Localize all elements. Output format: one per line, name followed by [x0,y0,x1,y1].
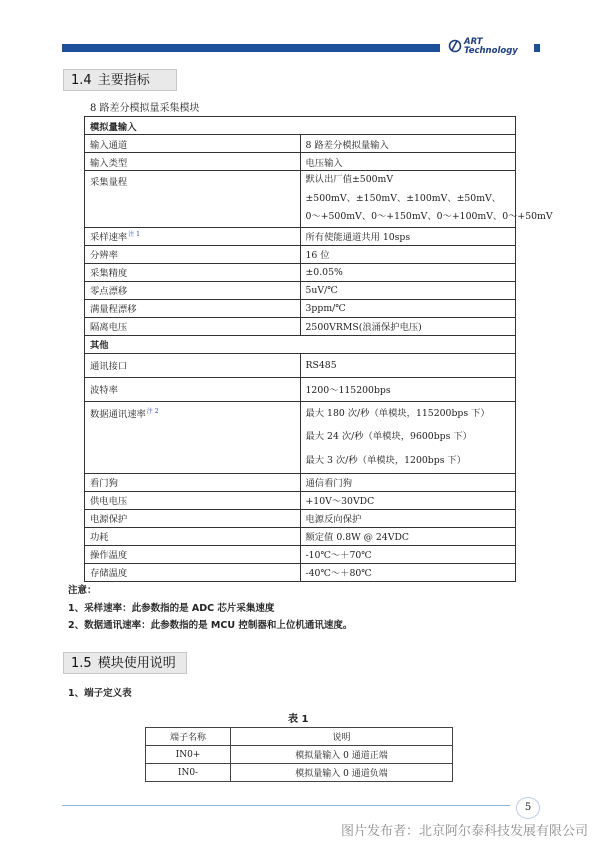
page-number: 5 [516,797,540,819]
analog-input-header: 模拟量输入 [85,117,516,135]
table-row [85,299,516,317]
footnote-ref: 注 1 [128,231,140,238]
table-row [85,227,516,245]
row-label: 波特率 [85,377,301,401]
table-row [85,353,516,377]
table-row [85,509,516,527]
pin-name: IN0+ [146,746,231,764]
row-label: 通讯接口 [85,353,301,377]
section-heading-1-5 [63,652,187,674]
publisher-watermark: 图片发布者：北京阿尔泰科技发展有限公司 [340,824,588,839]
rate-line: 最大 24 次/秒（单模块，9600bps 下） [305,431,472,443]
footnote-ref: 注 2 [146,407,159,415]
header-bar [62,44,440,52]
section-heading-1-4 [63,69,177,91]
section-number: 1.4 [71,73,92,88]
row-label: 功耗 [85,527,301,545]
section-number: 1.5 [71,656,92,671]
row-value: 8 路差分模拟量输入 [300,135,516,153]
table-row [146,764,453,782]
range-line: 0～+500mV、0～+150mV、0～+100mV、0～+50mV [305,211,553,222]
footer-line [62,805,510,806]
table-header-row [146,728,453,746]
section-title: 模块使用说明 [97,656,176,671]
row-value: 1200～115200bps [300,377,516,401]
other-header: 其他 [85,335,516,353]
table-row [85,377,516,401]
table-section-header [85,117,516,135]
row-label [85,227,301,245]
table-row [85,153,516,171]
logo-text-line2: Technology [464,46,518,56]
label-text: 数据通讯速率 [90,408,146,420]
table-row [85,171,516,228]
row-label [85,401,301,473]
note-item: 1、采样速率：此参数指的是 ADC 芯片采集速度 [68,603,275,614]
column-header: 说明 [231,728,453,746]
rate-line: 最大 3 次/秒（单模块，1200bps 下） [305,454,467,466]
table-row [85,527,516,545]
row-value: +10V～30VDC [300,491,516,509]
pin-table [145,727,453,782]
table-row [85,263,516,281]
row-value: ±0.05% [300,263,516,281]
row-value: 额定值 0.8W @ 24VDC [300,527,516,545]
range-line: 默认出厂值±500mV [305,174,394,185]
column-header: 端子名称 [146,728,231,746]
pin-description: 模拟量输入 0 通道正端 [231,746,453,764]
row-value: -40℃～＋80℃ [300,563,516,581]
company-logo [448,38,532,60]
table-caption: 表 1 [288,714,309,725]
module-caption: 8 路差分模拟量采集模块 [90,103,200,114]
header-square [534,44,540,52]
row-value: RS485 [300,353,516,377]
row-label: 操作温度 [85,545,301,563]
table-row [85,401,516,473]
row-value: -10℃～＋70℃ [300,545,516,563]
table-row [146,746,453,764]
table-row [85,563,516,581]
table-section-header [85,335,516,353]
row-value: 通信看门狗 [300,473,516,491]
row-label: 电源保护 [85,509,301,527]
logo-icon [448,39,462,53]
pin-description: 模拟量输入 0 通道负端 [231,764,453,782]
range-line: ±500mV、±150mV、±100mV、±50mV、 [305,192,502,204]
row-value: 电压输入 [300,153,516,171]
label-text: 采样速率 [90,232,128,243]
row-label: 采集量程 [85,171,301,228]
row-label: 分辨率 [85,245,301,263]
row-label: 供电电压 [85,491,301,509]
row-value: 电源反向保护 [300,509,516,527]
pin-name: IN0- [146,764,231,782]
row-label: 看门狗 [85,473,301,491]
spec-table [84,116,553,582]
note-item: 2、数据通讯速率：此参数指的是 MCU 控制器和上位机通讯速度。 [68,620,353,631]
row-value: 5uV/℃ [300,281,516,299]
rate-line: 最大 180 次/秒（单模块，115200bps 下） [305,407,490,419]
row-value: 所有使能通道共用 10sps [300,227,516,245]
table-row [85,491,516,509]
row-value: 2500VRMS(浪涌保护电压) [300,317,516,335]
row-label: 采集精度 [85,263,301,281]
row-label: 输入通道 [85,135,301,153]
table-row [85,545,516,563]
table-row [85,245,516,263]
table-row [85,135,516,153]
table-row [85,281,516,299]
row-value: 16 位 [300,245,516,263]
row-value [300,401,516,473]
logo-text-line1: ART [464,37,483,47]
section-title: 主要指标 [97,73,150,88]
table-row [85,317,516,335]
row-value [300,171,553,228]
row-value: 3ppm/℃ [300,299,516,317]
notes-title: 注意： [68,585,97,596]
row-label: 零点漂移 [85,281,301,299]
row-label: 存储温度 [85,563,301,581]
table-row [85,473,516,491]
row-label: 输入类型 [85,153,301,171]
row-label: 隔离电压 [85,317,301,335]
row-label: 满量程漂移 [85,299,301,317]
subsection-title: 1、端子定义表 [68,688,132,699]
